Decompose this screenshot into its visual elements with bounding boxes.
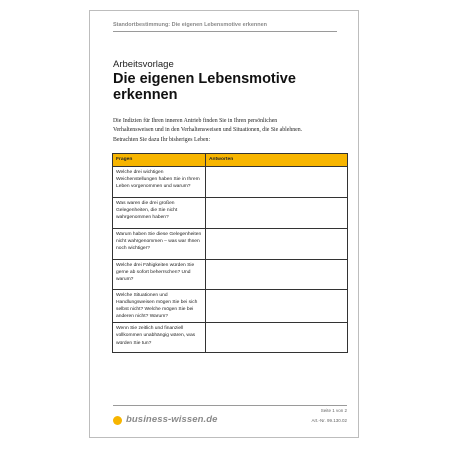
answer-cell[interactable] (206, 260, 348, 290)
table-row (113, 260, 348, 290)
question-cell: Welche Situationen und Handlungsweisen mögen Sie bei sich selbst nicht? Welche mögen Sie bei anderen nicht? Warum? (113, 290, 206, 323)
column-header-questions: Fragen (113, 154, 206, 167)
footer-divider (113, 405, 347, 406)
table-row (113, 167, 348, 198)
answer-cell[interactable] (206, 167, 348, 198)
table-row (113, 229, 348, 260)
question-cell: Warum haben Sie diese Gelegenheiten nicht wahrgenommen – was war Ihnen noch wichtiger? (113, 229, 206, 260)
intro-paragraph: Die Indizien für Ihren inneren Antrieb finden Sie in Ihren persönlichen Verhaltensweisen und in den Verhaltensweisen und Situationen, die Sie ablehnen. Betrachten Sie dazu Ihr bisheriges Leben: (113, 118, 303, 143)
answer-cell[interactable] (206, 198, 348, 229)
table-header-row (113, 154, 348, 167)
answer-cell[interactable] (206, 323, 348, 353)
page-number: Seite 1 von 2 (320, 408, 347, 413)
document-title: Die eigenen Lebensmotive erkennen (113, 71, 296, 103)
question-cell: Wenn Sie zeitlich und finanziell vollkommen unabhängig wären, was würden Sie tun? (113, 323, 206, 353)
header-divider (113, 31, 337, 32)
question-cell: Welche drei wichtigen Weichenstellungen haben Sie in Ihrem Leben vorgenommen und warum? (113, 167, 206, 198)
running-header: Standortbestimmung: Die eigenen Lebensmotive erkennen (113, 22, 268, 28)
article-number: Art.-Nr. 99.130.02 (311, 418, 347, 423)
table-row (113, 290, 348, 323)
column-header-answers: Antworten (206, 154, 348, 167)
table-row (113, 323, 348, 353)
table-row (113, 198, 348, 229)
questions-table (112, 153, 348, 353)
logo-dot-icon (113, 416, 122, 425)
answer-cell[interactable] (206, 229, 348, 260)
document-subtitle: Arbeitsvorlage (113, 59, 174, 70)
logo-text: business-wissen.de (126, 414, 218, 425)
answer-cell[interactable] (206, 290, 348, 323)
question-cell: Was waren die drei großen Gelegenheiten, die Sie nicht wahrgenommen haben? (113, 198, 206, 229)
question-cell: Welche drei Fähigkeiten würden Sie gerne ab sofort beherrschen? Und warum? (113, 260, 206, 290)
